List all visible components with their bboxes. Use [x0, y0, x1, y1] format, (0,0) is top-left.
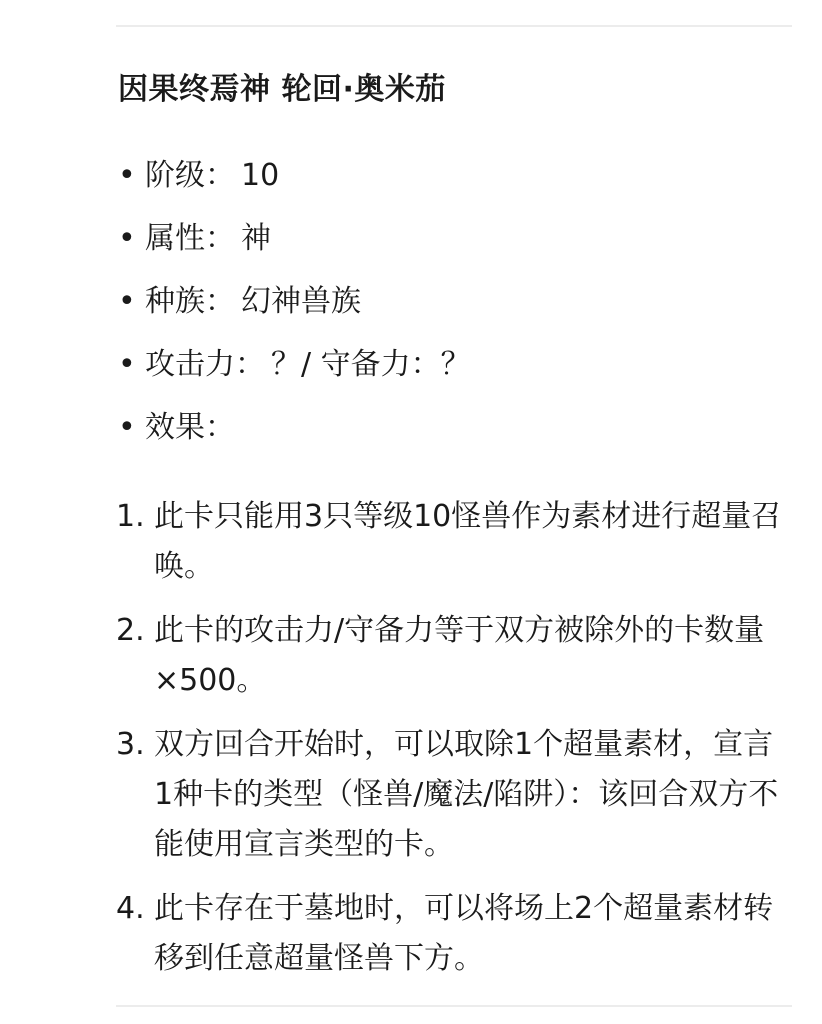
attribute-separator: ： [205, 410, 235, 445]
effect-item [116, 884, 792, 984]
attribute-list [118, 152, 471, 467]
bullet-icon: • [118, 347, 136, 382]
effect-number: 1. [116, 499, 145, 534]
effect-item [116, 492, 792, 592]
bullet-icon: • [118, 158, 136, 193]
attribute-race [118, 278, 471, 341]
bullet-icon: • [118, 410, 136, 445]
attribute-separator: ： [235, 347, 265, 382]
effect-number: 4. [116, 891, 145, 926]
attribute-value: 10 [241, 158, 280, 193]
attribute-separator: ： [205, 221, 235, 256]
attribute-separator: ： [205, 158, 235, 193]
attribute-label: 种族 [145, 284, 205, 319]
effect-text: 此卡的攻击力/守备力等于双方被除外的卡数量×500。 [154, 613, 765, 698]
attribute-rank [118, 152, 471, 215]
effect-number: 3. [116, 727, 145, 762]
effect-item [116, 720, 792, 870]
bullet-icon: • [118, 284, 136, 319]
attribute-effect [118, 404, 471, 467]
attribute-value: 幻神兽族 [241, 284, 361, 319]
attribute-label: 阶级 [145, 158, 205, 193]
effect-text: 双方回合开始时，可以取除1个超量素材，宣言1种卡的类型（怪兽/魔法/陷阱）：该回合双方不能使用宣言类型的卡。 [154, 727, 779, 862]
attribute-value: ？/ 守备力：？ [271, 347, 471, 382]
attribute-separator: ： [205, 284, 235, 319]
card-title: 因果终焉神 轮回·奥米茄 [118, 72, 446, 107]
effect-number: 2. [116, 613, 145, 648]
attribute-atk-def [118, 341, 471, 404]
bullet-icon: • [118, 221, 136, 256]
effect-item [116, 606, 792, 706]
bottom-divider [116, 1005, 792, 1007]
attribute-element [118, 215, 471, 278]
attribute-value: 神 [241, 221, 271, 256]
attribute-label: 效果 [145, 410, 205, 445]
top-divider [116, 25, 792, 27]
effect-list [116, 492, 792, 998]
effect-text: 此卡存在于墓地时，可以将场上2个超量素材转移到任意超量怪兽下方。 [154, 891, 774, 976]
attribute-label: 属性 [145, 221, 205, 256]
effect-text: 此卡只能用3只等级10怪兽作为素材进行超量召唤。 [154, 499, 782, 584]
attribute-label: 攻击力 [145, 347, 235, 382]
